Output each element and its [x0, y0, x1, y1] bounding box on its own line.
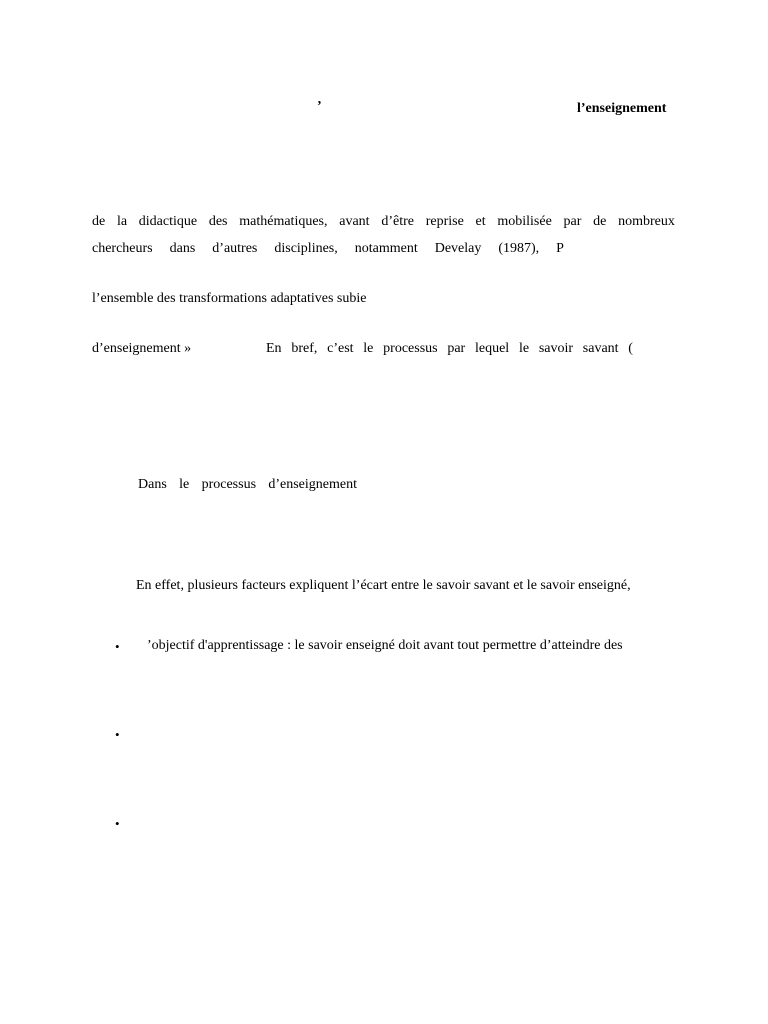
paragraph2-line1: [138, 477, 357, 493]
word: d’autres: [212, 241, 258, 256]
word: d’être: [381, 214, 414, 229]
word: lequel: [474, 341, 510, 356]
word: processus: [201, 477, 257, 492]
word: didactique: [138, 214, 198, 229]
word: chercheurs: [92, 241, 153, 256]
word: le: [518, 341, 530, 356]
word: mathématiques,: [239, 214, 328, 229]
word: processus: [383, 341, 438, 356]
word: P: [556, 241, 564, 256]
word: (1987),: [498, 241, 540, 256]
word: mobilisée: [497, 214, 552, 229]
word: par: [563, 214, 582, 229]
heading-apostrophe: ’: [317, 99, 322, 114]
paragraph1-line2: [92, 241, 564, 257]
bullet-1-text: ’objectif d'apprentissage : le savoir enseigné doit avant tout permettre d’atteindre des: [147, 638, 623, 653]
word: savoir: [538, 341, 574, 356]
word: nombreux: [618, 214, 675, 229]
paragraph3-line1: En effet, plusieurs facteurs expliquent l’écart entre le savoir savant et le savoir enseigné,: [136, 578, 631, 593]
word: notamment: [354, 241, 418, 256]
word: de: [593, 214, 607, 229]
word: dans: [169, 241, 196, 256]
bullet-2-marker: •: [115, 727, 120, 742]
word: c’est: [327, 341, 354, 356]
bullet-3-marker: •: [115, 816, 120, 831]
word: par: [447, 341, 466, 356]
word: avant: [339, 214, 370, 229]
word: Develay: [434, 241, 482, 256]
heading-right-word: l’enseignement: [577, 101, 667, 116]
word: (: [628, 341, 633, 356]
word: de: [92, 214, 106, 229]
word: le: [179, 477, 190, 492]
word: et: [475, 214, 486, 229]
word: Dans: [138, 477, 167, 492]
paragraph1-line3: l’ensemble des transformations adaptatives subie: [92, 291, 367, 306]
paragraph1-line1: [92, 214, 675, 230]
word: bref,: [291, 341, 318, 356]
word: En: [266, 341, 282, 356]
word: savant: [582, 341, 619, 356]
word: le: [363, 341, 374, 356]
bullet-1-marker: •: [115, 639, 120, 654]
word: disciplines,: [274, 241, 338, 256]
word: des: [208, 214, 228, 229]
word: d’enseignement: [268, 477, 357, 492]
word: reprise: [425, 214, 464, 229]
word: la: [116, 214, 128, 229]
paragraph1-line4-left: d’enseignement »: [92, 341, 192, 356]
paragraph1-line4-right: [266, 341, 633, 357]
